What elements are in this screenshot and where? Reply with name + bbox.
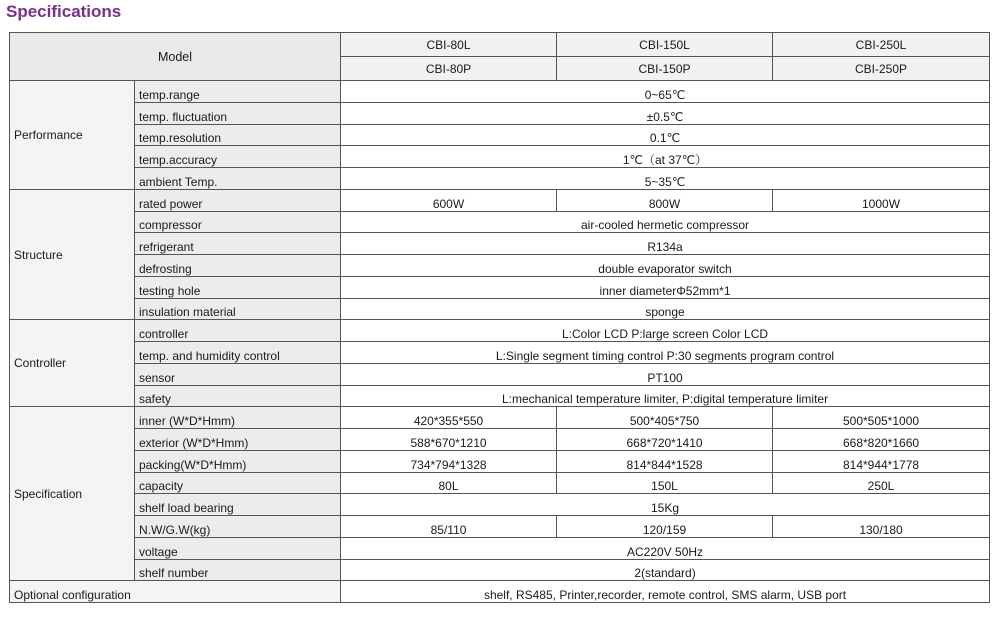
value-cell: 1℃（at 37℃） (341, 146, 990, 168)
value-cell: 734*794*1328 (341, 450, 557, 472)
value-cell: 500*405*750 (557, 407, 773, 429)
section-label: Specification (10, 407, 135, 581)
specifications-table (9, 32, 990, 603)
model-name: CBI-150L (557, 33, 773, 57)
page-title: Specifications (6, 2, 122, 21)
model-name: CBI-150P (557, 57, 773, 81)
parameter-label: rated power (135, 189, 341, 211)
optional-configuration-row (10, 581, 990, 603)
parameter-label: voltage (135, 537, 341, 559)
value-cell: 120/159 (557, 516, 773, 538)
parameter-label: safety (135, 385, 341, 407)
optional-configuration-label: Optional configuration (10, 581, 341, 603)
value-cell: 588*670*1210 (341, 429, 557, 451)
parameter-label: capacity (135, 472, 341, 494)
parameter-label: insulation material (135, 298, 341, 320)
parameter-label: temp.resolution (135, 124, 341, 146)
value-cell: 5~35℃ (341, 168, 990, 190)
table-row (10, 494, 990, 516)
value-cell: sponge (341, 298, 990, 320)
value-cell: 500*505*1000 (773, 407, 990, 429)
table-row (10, 385, 990, 407)
value-cell: 80L (341, 472, 557, 494)
value-cell: PT100 (341, 363, 990, 385)
value-cell: R134a (341, 233, 990, 255)
table-row (10, 233, 990, 255)
parameter-label: controller (135, 320, 341, 342)
table-row (10, 276, 990, 298)
value-cell: 668*720*1410 (557, 429, 773, 451)
value-cell: 814*944*1778 (773, 450, 990, 472)
value-cell: 814*844*1528 (557, 450, 773, 472)
table-row (10, 363, 990, 385)
value-cell: 420*355*550 (341, 407, 557, 429)
value-cell: 85/110 (341, 516, 557, 538)
table-row (10, 255, 990, 277)
table-row (10, 407, 990, 429)
parameter-label: inner (W*D*Hmm) (135, 407, 341, 429)
table-row (10, 320, 990, 342)
value-cell: air-cooled hermetic compressor (341, 211, 990, 233)
table-row (10, 81, 990, 103)
parameter-label: temp. and humidity control (135, 342, 341, 364)
section-label: Controller (10, 320, 135, 407)
value-cell: 130/180 (773, 516, 990, 538)
parameter-label: shelf number (135, 559, 341, 581)
table-row (10, 102, 990, 124)
value-cell: double evaporator switch (341, 255, 990, 277)
value-cell: 0.1℃ (341, 124, 990, 146)
value-cell: AC220V 50Hz (341, 537, 990, 559)
value-cell: 600W (341, 189, 557, 211)
optional-configuration-value: shelf, RS485, Printer,recorder, remote control, SMS alarm, USB port (341, 581, 990, 603)
section-label: Structure (10, 189, 135, 320)
table-row (10, 537, 990, 559)
model-name: CBI-80L (341, 33, 557, 57)
model-name: CBI-80P (341, 57, 557, 81)
table-row (10, 298, 990, 320)
parameter-label: temp.range (135, 81, 341, 103)
parameter-label: exterior (W*D*Hmm) (135, 429, 341, 451)
value-cell: 1000W (773, 189, 990, 211)
value-cell: 2(standard) (341, 559, 990, 581)
parameter-label: shelf load bearing (135, 494, 341, 516)
table-row (10, 124, 990, 146)
parameter-label: refrigerant (135, 233, 341, 255)
table-row (10, 342, 990, 364)
value-cell: 0~65℃ (341, 81, 990, 103)
table-row (10, 450, 990, 472)
value-cell: 250L (773, 472, 990, 494)
table-row (10, 472, 990, 494)
value-cell: inner diameterΦ52mm*1 (341, 276, 990, 298)
parameter-label: sensor (135, 363, 341, 385)
model-row-1 (10, 33, 990, 57)
parameter-label: ambient Temp. (135, 168, 341, 190)
table-row (10, 516, 990, 538)
table-row (10, 168, 990, 190)
model-name: CBI-250L (773, 33, 990, 57)
value-cell: ±0.5℃ (341, 102, 990, 124)
parameter-label: testing hole (135, 276, 341, 298)
model-name: CBI-250P (773, 57, 990, 81)
table-row (10, 429, 990, 451)
parameter-label: N.W/G.W(kg) (135, 516, 341, 538)
value-cell: 800W (557, 189, 773, 211)
value-cell: 150L (557, 472, 773, 494)
value-cell: L:Color LCD P:large screen Color LCD (341, 320, 990, 342)
value-cell: 668*820*1660 (773, 429, 990, 451)
value-cell: 15Kg (341, 494, 990, 516)
parameter-label: temp.accuracy (135, 146, 341, 168)
table-row (10, 146, 990, 168)
value-cell: L:mechanical temperature limiter, P:digital temperature limiter (341, 385, 990, 407)
table-row (10, 559, 990, 581)
value-cell: L:Single segment timing control P:30 segments program control (341, 342, 990, 364)
model-label: Model (10, 33, 341, 81)
parameter-label: packing(W*D*Hmm) (135, 450, 341, 472)
table-row (10, 189, 990, 211)
parameter-label: defrosting (135, 255, 341, 277)
parameter-label: temp. fluctuation (135, 102, 341, 124)
section-label: Performance (10, 81, 135, 190)
table-row (10, 211, 990, 233)
parameter-label: compressor (135, 211, 341, 233)
